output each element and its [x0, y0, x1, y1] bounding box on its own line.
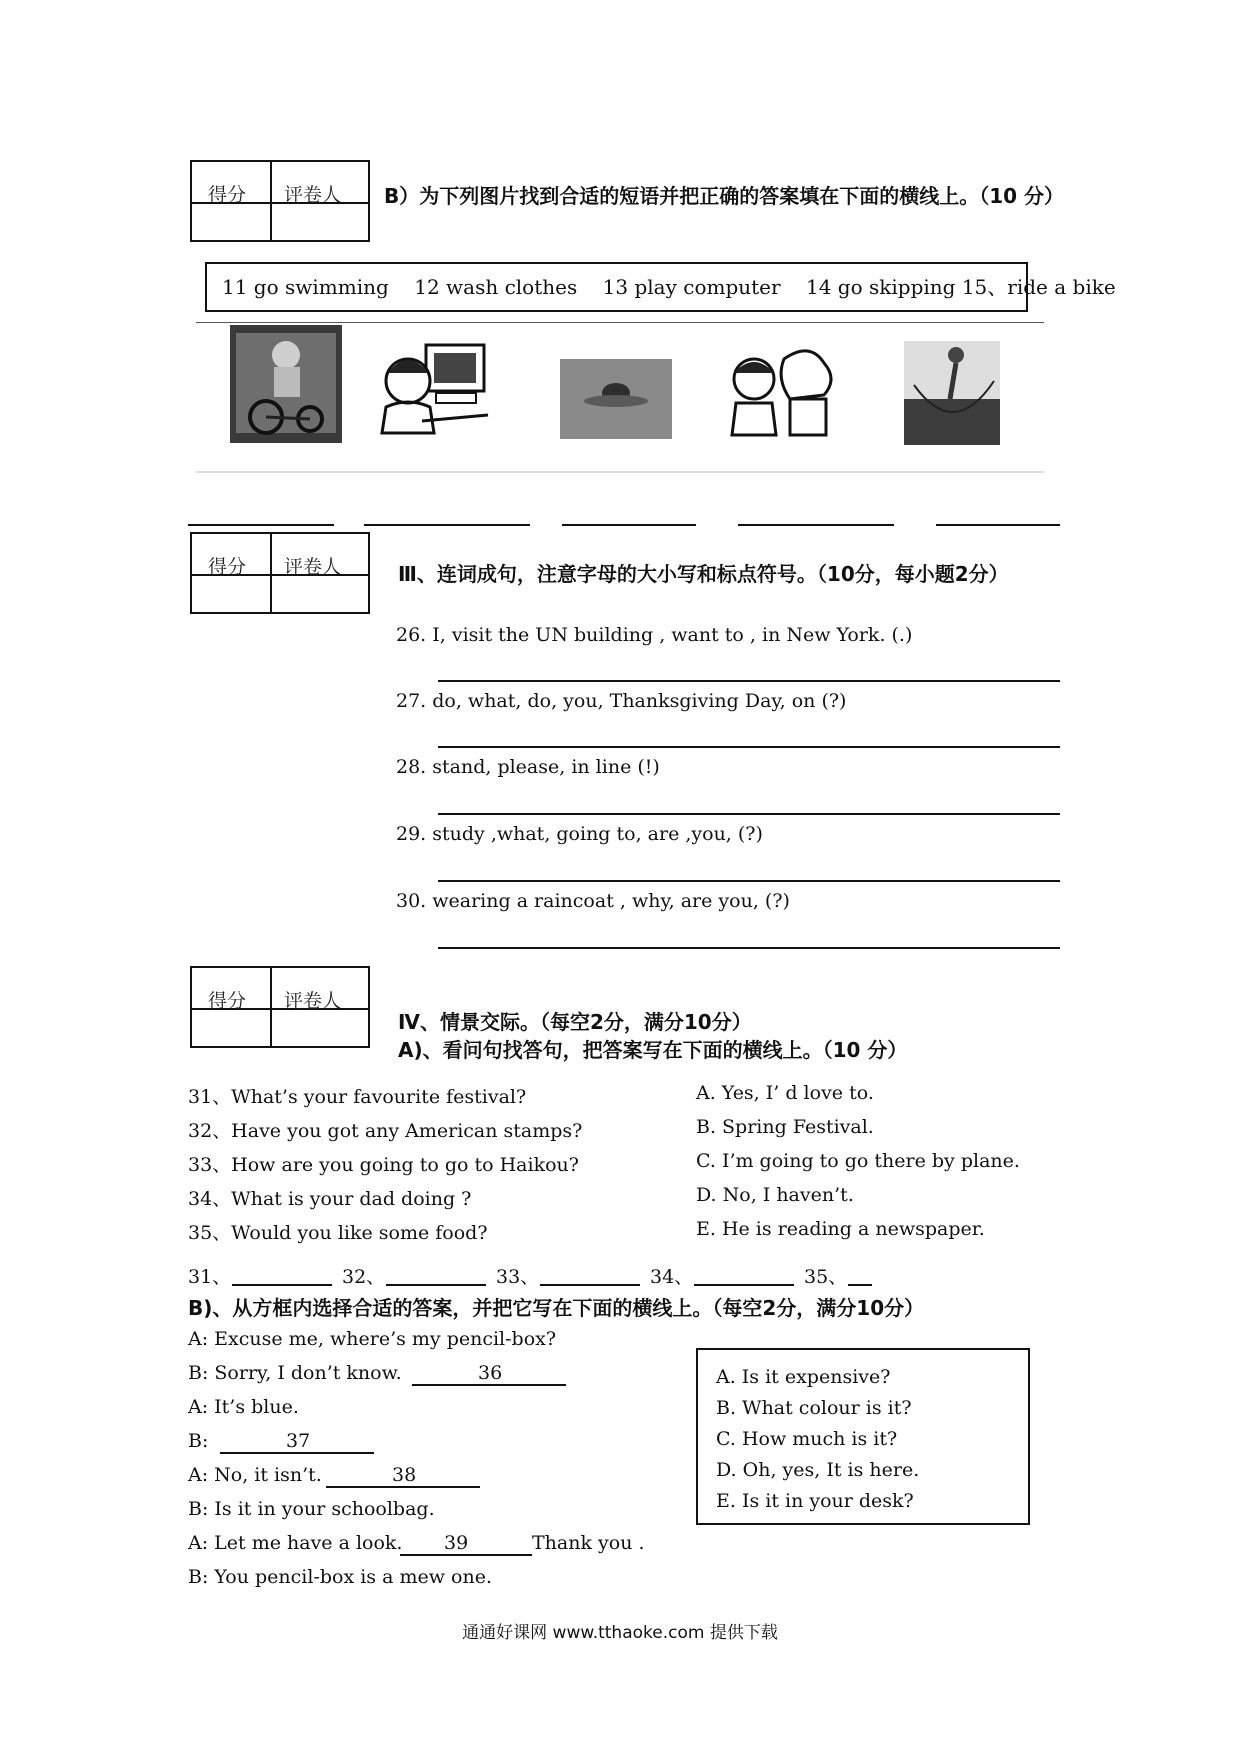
dialog-line-5: A: No, it isn’t. [188, 1464, 322, 1486]
question-34: 34、What is your dad doing ? [188, 1188, 472, 1210]
question-30: 30. wearing a raincoat , why, are you, (?) [396, 890, 790, 912]
blank-34[interactable] [694, 1284, 794, 1286]
dialog-line-2: B: Sorry, I don’t know. [188, 1362, 402, 1384]
score-box-1 [190, 160, 370, 242]
dialog-line-4: B: [188, 1430, 209, 1452]
option-b: B. What colour is it? [716, 1397, 912, 1419]
washing-picture [714, 339, 838, 439]
section-4-heading: Ⅳ、情景交际。（每空2分，满分10分） [398, 1010, 752, 1034]
answer-b: B. Spring Festival. [696, 1116, 874, 1138]
question-32: 32、Have you got any American stamps? [188, 1120, 583, 1142]
question-31: 31、What’s your favourite festival? [188, 1086, 527, 1108]
picture-strip [196, 322, 1044, 473]
blank-label-31: 31、 [188, 1266, 232, 1288]
footer: 通通好课网 www.tthaoke.com 提供下载 [462, 1623, 778, 1643]
blank-36[interactable] [412, 1384, 566, 1386]
computer-picture [372, 337, 496, 441]
answer-line-a[interactable] [188, 524, 334, 526]
question-35: 35、Would you like some food? [188, 1222, 488, 1244]
blank-number-39: 39 [444, 1532, 469, 1554]
blank-number-36: 36 [478, 1362, 503, 1384]
answer-a: A. Yes, I’ d love to. [696, 1082, 874, 1104]
question-28: 28. stand, please, in line (!) [396, 756, 660, 778]
grader-label: 评卷人 [284, 990, 342, 1012]
blank-label-33: 33、 [496, 1266, 540, 1288]
answer-line-d[interactable] [738, 524, 894, 526]
score-label: 得分 [208, 556, 247, 578]
answer-line-c[interactable] [562, 524, 696, 526]
answer-line-e[interactable] [936, 524, 1060, 526]
blank-label-34: 34、 [650, 1266, 694, 1288]
phrase-list: 11 go swimming 12 wash clothes 13 play computer 14 go skipping 15、ride a bike [222, 275, 1116, 299]
option-d: D. Oh, yes, It is here. [716, 1459, 920, 1481]
answer-d: D. No, I haven’t. [696, 1184, 854, 1206]
swimming-picture [560, 359, 672, 439]
blank-38[interactable] [326, 1486, 480, 1488]
bike-picture [230, 325, 342, 443]
blank-32[interactable] [386, 1284, 486, 1286]
answer-c: C. I’m going to go there by plane. [696, 1150, 1020, 1172]
answer-line-29[interactable] [438, 880, 1060, 882]
dialog-line-8: B: You pencil-box is a mew one. [188, 1566, 492, 1588]
question-27: 27. do, what, do, you, Thanksgiving Day, on (?) [396, 690, 847, 712]
dialog-line-6: B: Is it in your schoolbag. [188, 1498, 435, 1520]
dialog-line-7: A: Let me have a look. [188, 1532, 403, 1554]
blank-35[interactable] [848, 1284, 872, 1286]
grader-label: 评卷人 [284, 556, 342, 578]
dialog-line-7-end: Thank you . [532, 1532, 645, 1554]
dialog-line-1: A: Excuse me, where’s my pencil-box? [188, 1328, 557, 1350]
section-b-heading: B）为下列图片找到合适的短语并把正确的答案填在下面的横线上。（10 分） [384, 184, 1065, 208]
blank-31[interactable] [232, 1284, 332, 1286]
answer-e: E. He is reading a newspaper. [696, 1218, 985, 1240]
grader-label: 评卷人 [284, 184, 342, 206]
option-a: A. Is it expensive? [716, 1366, 891, 1388]
blank-37[interactable] [220, 1452, 374, 1454]
blank-label-35: 35、 [804, 1266, 848, 1288]
blank-label-32: 32、 [342, 1266, 386, 1288]
section-4a-heading: A)、看问句找答句，把答案写在下面的横线上。（10 分） [398, 1038, 908, 1062]
option-e: E. Is it in your desk? [716, 1490, 914, 1512]
question-33: 33、How are you going to go to Haikou? [188, 1154, 579, 1176]
section-3-heading: Ⅲ、连词成句，注意字母的大小写和标点符号。（10分，每小题2分） [398, 562, 1009, 586]
section-4b-heading: B)、从方框内选择合适的答案，并把它写在下面的横线上。（每空2分，满分10分） [188, 1296, 925, 1320]
blank-39[interactable] [400, 1554, 532, 1556]
option-c: C. How much is it? [716, 1428, 898, 1450]
blank-number-37: 37 [286, 1430, 311, 1452]
answer-line-27[interactable] [438, 746, 1060, 748]
answer-line-26[interactable] [438, 680, 1060, 682]
score-box-3 [190, 966, 370, 1048]
score-box-2 [190, 532, 370, 614]
question-26: 26. I, visit the UN building , want to , in New York. (.) [396, 624, 913, 646]
blank-33[interactable] [540, 1284, 640, 1286]
answer-line-28[interactable] [438, 813, 1060, 815]
score-label: 得分 [208, 990, 247, 1012]
answer-line-30[interactable] [438, 947, 1060, 949]
blank-number-38: 38 [392, 1464, 417, 1486]
dialog-line-3: A: It’s blue. [188, 1396, 299, 1418]
score-label: 得分 [208, 184, 247, 206]
answer-line-b[interactable] [364, 524, 530, 526]
question-29: 29. study ,what, going to, are ,you, (?) [396, 823, 763, 845]
skipping-picture [904, 341, 1000, 445]
